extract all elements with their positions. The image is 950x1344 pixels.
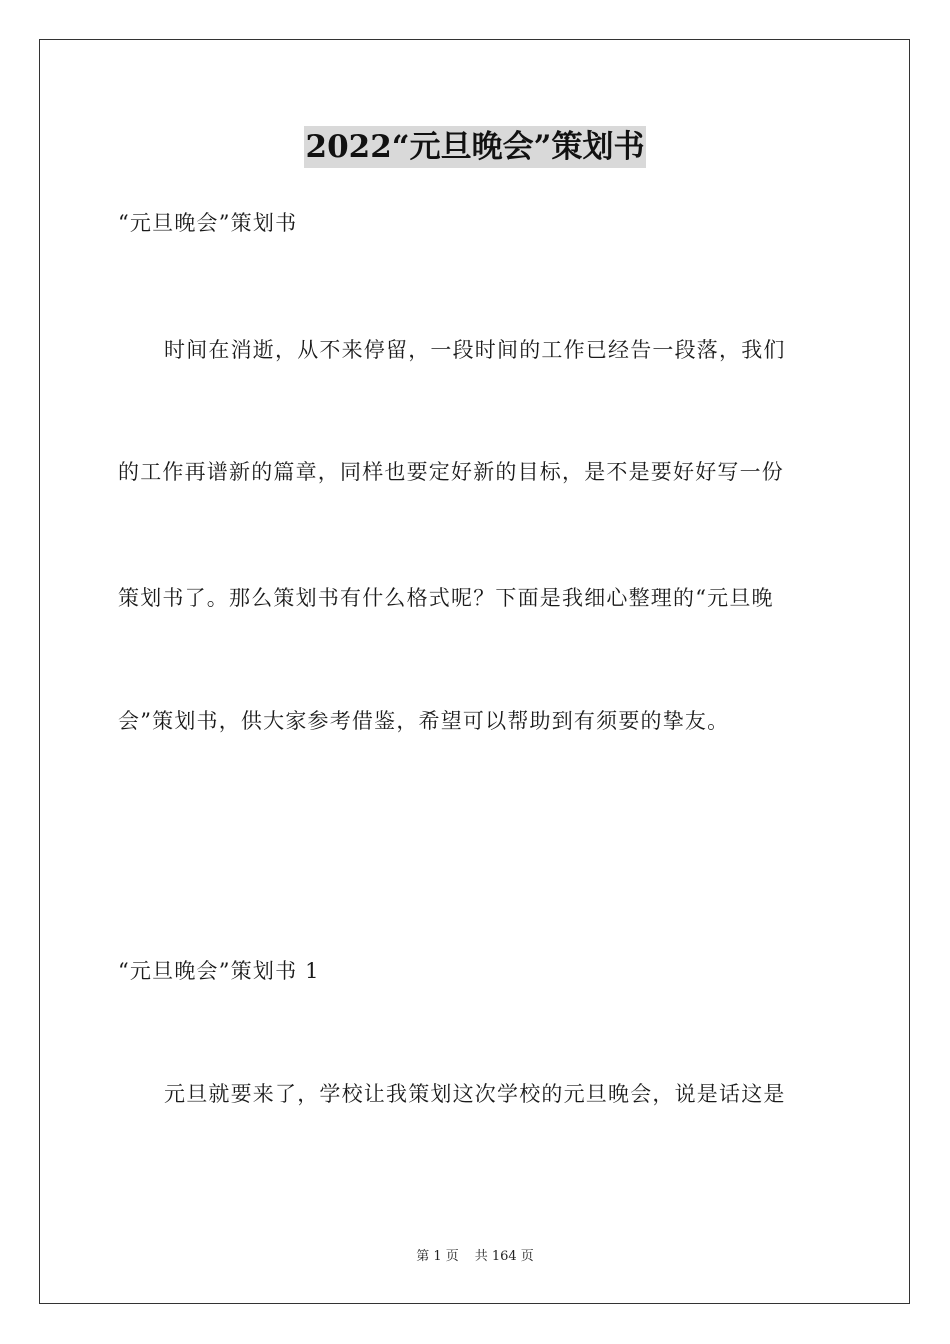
page-footer [0,1248,950,1266]
page-total: 共 164 页 [474,1249,534,1264]
intro-line-2: 的工作再谱新的篇章，同样也要定好新的目标，是不是要好好写一份 [118,460,784,484]
page-number: 第 1 页 [416,1249,459,1264]
document-title: 2022“元旦晚会”策划书 [304,126,647,168]
document-subtitle: “元旦晚会”策划书 [118,211,298,235]
intro-line-3: 策划书了。那么策划书有什么格式呢？下面是我细心整理的“元旦晚 [118,586,774,610]
intro-line-4: 会”策划书，供大家参考借鉴，希望可以帮助到有须要的挚友。 [118,709,730,733]
section1-line-1: 元旦就要来了，学校让我策划这次学校的元旦晚会，说是话这是 [164,1082,786,1106]
intro-line-1: 时间在消逝，从不来停留，一段时间的工作已经告一段落，我们 [164,338,786,362]
title-container [0,126,950,168]
section1-heading: “元旦晚会”策划书 1 [118,959,320,983]
